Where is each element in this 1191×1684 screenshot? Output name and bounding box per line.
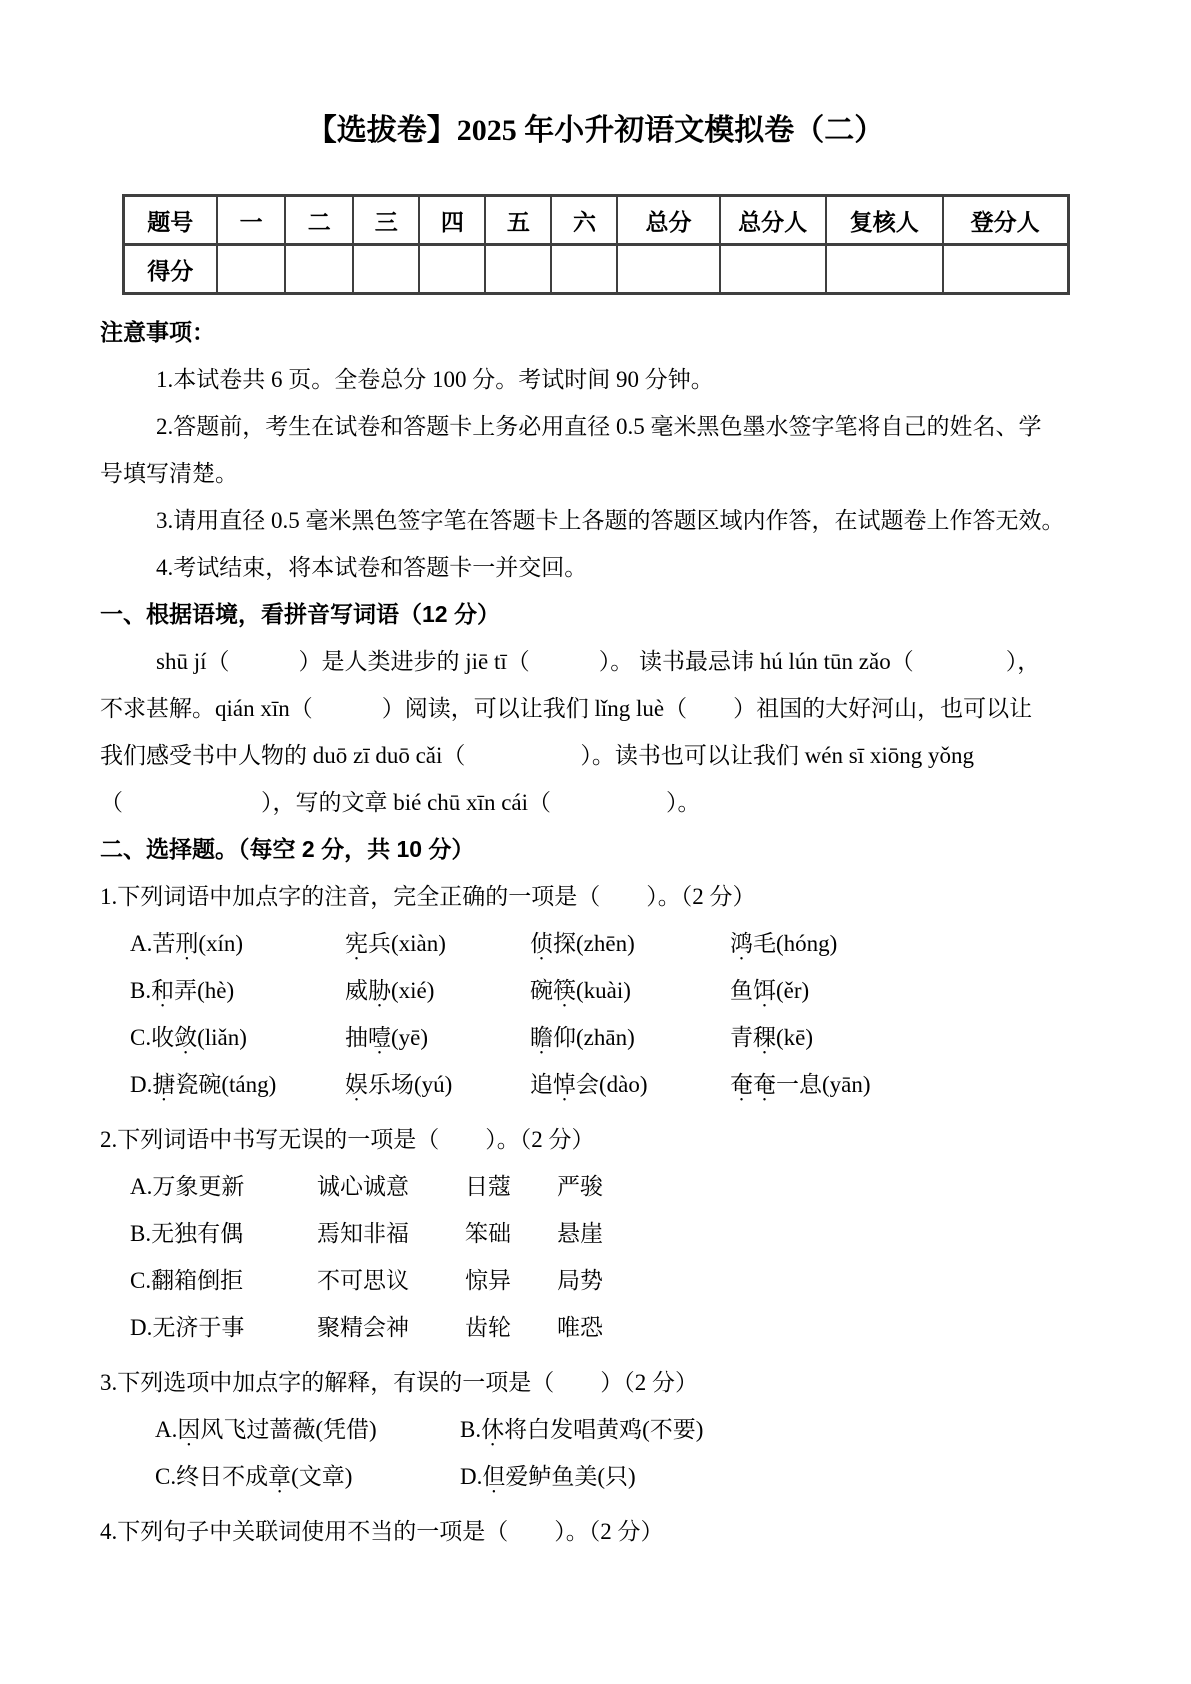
score-blank-cell xyxy=(617,245,719,294)
notice-line-1: 1.本试卷共 6 页。全卷总分 100 分。考试时间 90 分钟。 xyxy=(156,367,714,392)
score-blank-cell xyxy=(720,245,826,294)
question3-option-row-cd xyxy=(100,1453,1091,1500)
option-item: C.收敛(liǎn) xyxy=(130,1025,247,1050)
option-item: 碗筷(kuài) xyxy=(530,978,631,1003)
option-item: C.翻箱倒拒 xyxy=(130,1268,244,1293)
section2-heading: 二、选择题。（每空 2 分，共 10 分） xyxy=(100,836,475,862)
score-table-header-cell: 总分 xyxy=(617,196,719,245)
option-item: 奄奄一息(yān) xyxy=(730,1072,871,1097)
option-item: 青稞(kē) xyxy=(730,1025,814,1050)
score-table-score-row xyxy=(123,245,1068,294)
option-item: 焉知非福 xyxy=(317,1221,409,1246)
notice-heading: 注意事项： xyxy=(100,319,215,345)
question1-option-row-c xyxy=(100,1014,1091,1061)
pinyin-line-3: 我们感受书中人物的 duō zī duō cǎi（ ）。读书也可以让我们 wén sī xiōng yǒng xyxy=(100,743,974,768)
option-item: 抽噎(yē) xyxy=(345,1025,429,1050)
option-item: 瞻仰(zhān) xyxy=(530,1025,635,1050)
score-table-header-cell: 题号 xyxy=(123,196,217,245)
page-title: 【选拔卷】2025 年小升初语文模拟卷（二） xyxy=(306,114,885,147)
option-item: C.终日不成章(文章) xyxy=(155,1464,353,1489)
score-blank-cell xyxy=(826,245,943,294)
score-table-header-cell: 四 xyxy=(419,196,485,245)
question2-option-row-a xyxy=(100,1163,1091,1210)
score-table-header-cell: 复核人 xyxy=(826,196,943,245)
question1-option-row-a xyxy=(100,920,1091,967)
option-item: 娱乐场(yú) xyxy=(345,1072,453,1097)
score-table xyxy=(122,194,1070,295)
pinyin-line-1: shū jí（ ）是人类进步的 jiē tī（ ）。 读书最忌讳 hú lún tūn zǎo（ ）， xyxy=(156,649,1041,674)
score-table-header-cell: 六 xyxy=(551,196,617,245)
option-item: 宪兵(xiàn) xyxy=(345,931,446,956)
option-item: 侦探(zhēn) xyxy=(530,931,635,956)
option-item: D.但爱鲈鱼美(只) xyxy=(460,1464,636,1489)
question4-prompt: 4.下列句子中关联词使用不当的一项是（ ）。（2 分） xyxy=(100,1519,664,1544)
notice-line-2-wrap: 号填写清楚。 xyxy=(100,461,238,486)
option-item: D.搪瓷碗(táng) xyxy=(130,1072,277,1097)
option-item: 惊异 xyxy=(465,1268,511,1293)
score-blank-cell xyxy=(353,245,419,294)
option-item: 局势 xyxy=(557,1268,603,1293)
score-table-header-cell: 登分人 xyxy=(943,196,1068,245)
notice-line-3: 3.请用直径 0.5 毫米黑色签字笔在答题卡上各题的答题区域内作答，在试题卷上作答无效。 xyxy=(156,508,1065,533)
option-item: 严骏 xyxy=(557,1174,603,1199)
score-blank-cell xyxy=(551,245,617,294)
option-item: A.万象更新 xyxy=(130,1174,245,1199)
notice-line-4: 4.考试结束，将本试卷和答题卡一并交回。 xyxy=(156,555,588,580)
pinyin-line-4: （ ），写的文章 bié chū xīn cái（ ）。 xyxy=(100,790,701,815)
question1-option-row-b xyxy=(100,967,1091,1014)
option-item: 齿轮 xyxy=(465,1315,511,1340)
option-item: 唯恐 xyxy=(557,1315,603,1340)
score-blank-cell xyxy=(943,245,1068,294)
score-table-header-cell: 二 xyxy=(285,196,353,245)
option-item: 日蔻 xyxy=(465,1174,511,1199)
score-table-header-cell: 三 xyxy=(353,196,419,245)
notice-line-2: 2.答题前，考生在试卷和答题卡上务必用直径 0.5 毫米黑色墨水签字笔将自己的姓名、学 xyxy=(156,414,1042,439)
pinyin-line-2: 不求甚解。qián xīn（ ）阅读，可以让我们 lǐng luè（ ）祖国的大好河山，也可以让 xyxy=(100,696,1033,721)
option-item: 诚心诚意 xyxy=(317,1174,409,1199)
question3-prompt: 3.下列选项中加点字的解释，有误的一项是（ ）（2 分） xyxy=(100,1370,698,1395)
section1-heading: 一、根据语境，看拼音写词语（12 分） xyxy=(100,601,500,627)
score-table-header-cell: 总分人 xyxy=(720,196,826,245)
option-item: A.因风飞过蔷薇(凭借) xyxy=(155,1417,377,1442)
score-table-header-cell: 一 xyxy=(217,196,285,245)
score-blank-cell xyxy=(419,245,485,294)
question2-prompt: 2.下列词语中书写无误的一项是（ ）。（2 分） xyxy=(100,1127,595,1152)
score-blank-cell xyxy=(485,245,551,294)
score-table-header-cell: 五 xyxy=(485,196,551,245)
question2-option-row-b xyxy=(100,1210,1091,1257)
option-item: A.苦刑(xín) xyxy=(130,931,244,956)
score-table-header-row xyxy=(123,196,1068,245)
option-item: 聚精会神 xyxy=(317,1315,409,1340)
option-item: 威胁(xié) xyxy=(345,978,435,1003)
score-blank-cell xyxy=(217,245,285,294)
question1-option-row-d xyxy=(100,1061,1091,1108)
question2-option-row-c xyxy=(100,1257,1091,1304)
option-item: 追悼会(dào) xyxy=(530,1072,648,1097)
score-blank-cell xyxy=(285,245,353,294)
score-row-label: 得分 xyxy=(123,245,217,294)
option-item: B.和弄(hè) xyxy=(130,978,235,1003)
option-item: 鸿毛(hóng) xyxy=(730,931,838,956)
option-item: B.无独有偶 xyxy=(130,1221,244,1246)
question2-option-row-d xyxy=(100,1304,1091,1351)
question1-prompt: 1.下列词语中加点字的注音，完全正确的一项是（ ）。（2 分） xyxy=(100,884,756,909)
option-item: D.无济于事 xyxy=(130,1315,245,1340)
exam-body xyxy=(0,295,1191,1555)
question3-option-row-ab xyxy=(100,1406,1091,1453)
option-item: 悬崖 xyxy=(557,1221,603,1246)
option-item: 不可思议 xyxy=(317,1268,409,1293)
option-item: 笨础 xyxy=(465,1221,511,1246)
option-item: 鱼饵(ěr) xyxy=(730,978,810,1003)
option-item: B.休将白发唱黄鸡(不要) xyxy=(460,1417,704,1442)
